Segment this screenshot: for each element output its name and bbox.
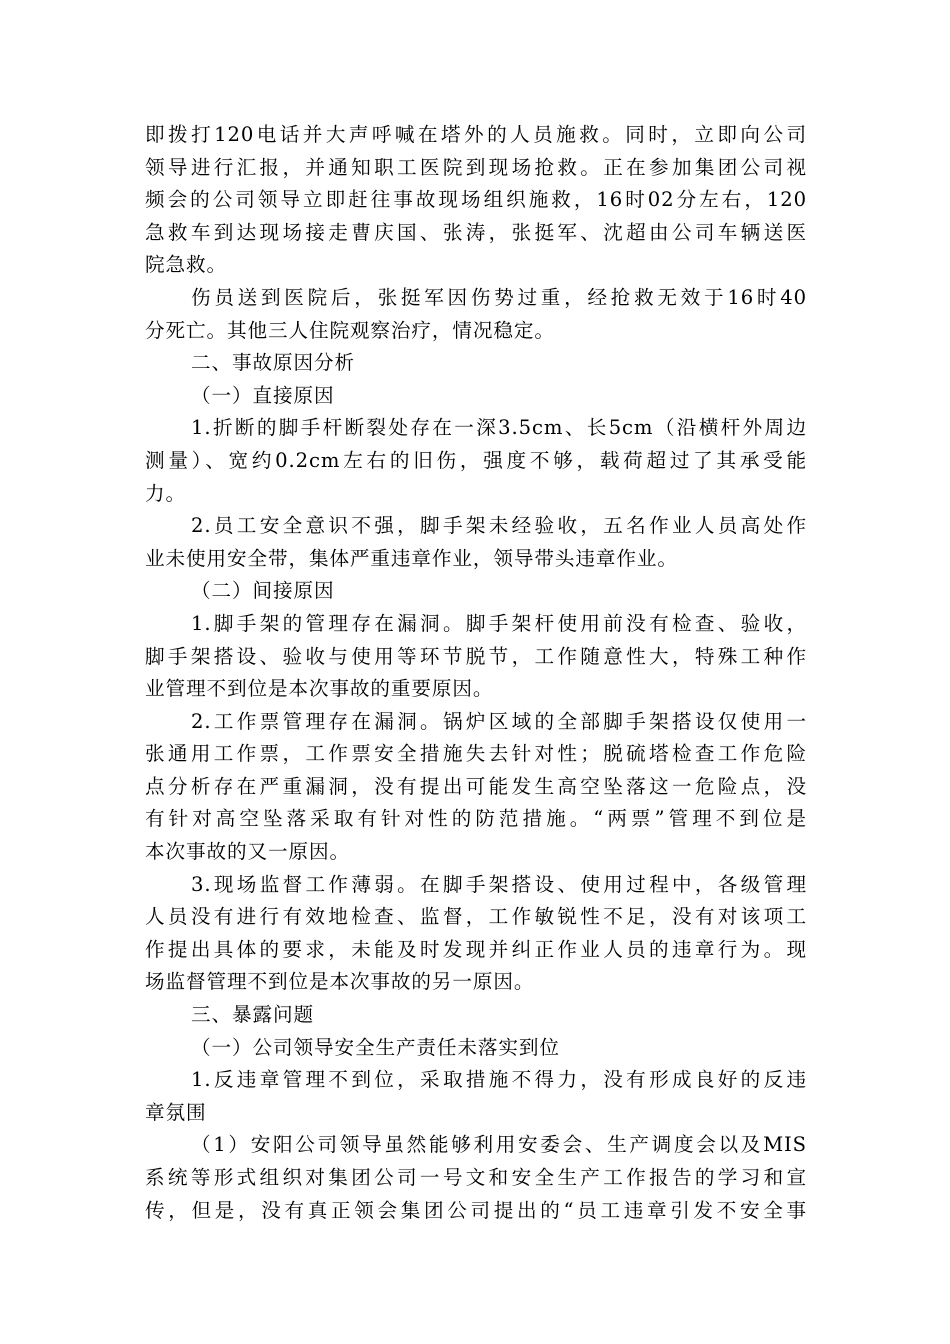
text-line: 1.折断的脚手杆断裂处存在一深3.5cm、长5cm（沿横杆外周边 [191, 416, 807, 440]
text-line: 脚手架搭设、验收与使用等环节脱节，工作随意性大，特殊工种作 [145, 644, 807, 668]
text-line: 人员没有进行有效地检查、监督，工作敏锐性不足，没有对该项工 [145, 905, 807, 929]
text-line: （1）安阳公司领导虽然能够利用安委会、生产调度会以及MIS [191, 1133, 807, 1157]
text-line: 二、事故原因分析 [191, 351, 355, 375]
text-line: 有针对高空坠落采取有针对性的防范措施。“两票”管理不到位是 [145, 807, 807, 831]
text-line: 业管理不到位是本次事故的重要原因。 [145, 677, 494, 701]
text-line: 张通用工作票，工作票安全措施失去针对性；脱硫塔检查工作危险 [145, 742, 807, 766]
text-line: 院急救。 [145, 253, 227, 277]
text-line: 即拨打120电话并大声呼喊在塔外的人员施救。同时，立即向公司 [145, 123, 807, 146]
text-line: 业未使用安全带，集体严重违章作业，领导带头违章作业。 [145, 546, 678, 570]
text-line: （二）间接原因 [191, 579, 335, 603]
text-line: 场监督管理不到位是本次事故的另一原因。 [145, 970, 535, 994]
text-line: 频会的公司领导立即赶往事故现场组织施救，16时02分左右，120 [145, 188, 807, 212]
text-line: 系统等形式组织对集团公司一号文和安全生产工作报告的学习和宣 [145, 1166, 807, 1189]
text-line: 章氛围 [145, 1100, 207, 1124]
text-line: 伤员送到医院后，张挺军因伤势过重，经抢救无效于16时40 [191, 285, 807, 309]
document-body [145, 119, 807, 1227]
text-line: 分死亡。其他三人住院观察治疗，情况稳定。 [145, 318, 555, 342]
text-line: 测量）、宽约0.2cm左右的旧伤，强度不够，载荷超过了其承受能 [145, 448, 807, 472]
text-line: 领导进行汇报，并通知职工医院到现场抢救。正在参加集团公司视 [145, 155, 807, 179]
text-line: （一）公司领导安全生产责任未落实到位 [191, 1035, 560, 1059]
text-line: 2.员工安全意识不强，脚手架未经验收，五名作业人员高处作 [191, 514, 807, 538]
text-line: 急救车到达现场接走曹庆国、张涛，张挺军、沈超由公司车辆送医 [145, 220, 807, 244]
text-line: 本次事故的又一原因。 [145, 840, 350, 864]
text-line: 1.脚手架的管理存在漏洞。脚手架杆使用前没有检查、验收， [191, 611, 807, 635]
text-line: 1.反违章管理不到位，采取措施不得力，没有形成良好的反违 [191, 1068, 807, 1092]
text-line: 力。 [145, 481, 186, 505]
text-line: 三、暴露问题 [191, 1003, 314, 1027]
text-line: 点分析存在严重漏洞，没有提出可能发生高空坠落这一危险点，没 [145, 774, 807, 798]
text-line: （一）直接原因 [191, 383, 335, 407]
text-line: 作提出具体的要求，未能及时发现并纠正作业人员的违章行为。现 [145, 937, 807, 961]
text-line: 2.工作票管理存在漏洞。锅炉区域的全部脚手架搭设仅使用一 [191, 709, 807, 733]
text-line: 传，但是，没有真正领会集团公司提出的“员工违章引发不安全事 [145, 1198, 807, 1222]
text-line: 3.现场监督工作薄弱。在脚手架搭设、使用过程中，各级管理 [191, 872, 807, 896]
